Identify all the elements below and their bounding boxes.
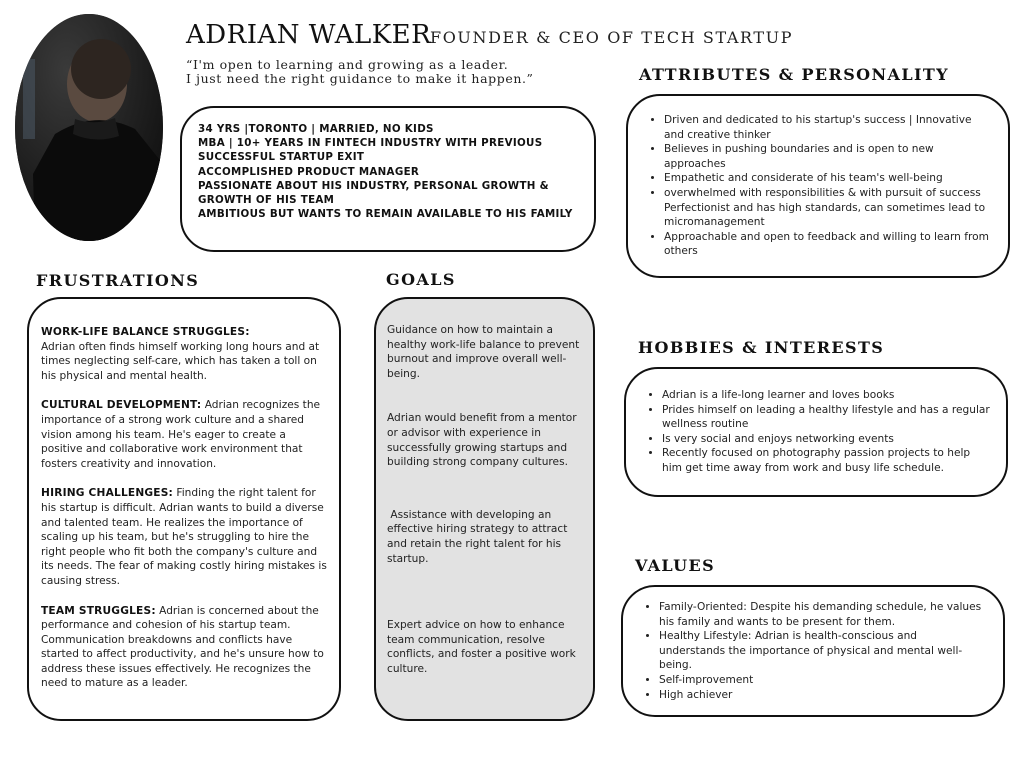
values-list xyxy=(641,600,985,702)
profile-line: GROWTH OF HIS TEAM xyxy=(198,194,335,207)
goal-item: Expert advice on how to enhance team communication, resolve conflicts, and foster a positive work culture. xyxy=(387,619,576,675)
persona-role: FOUNDER & CEO OF TECH STARTUP xyxy=(430,28,794,47)
person-silhouette-icon xyxy=(15,14,163,241)
list-item: • Prides himself on leading a healthy lifestyle and has a regular wellness routine xyxy=(662,403,990,432)
list-item: • Self-improvement xyxy=(659,673,985,688)
list-item: • Healthy Lifestyle: Adrian is health-conscious and understands the importance of physical and mental well-being. xyxy=(659,629,985,673)
persona-quote xyxy=(186,58,534,86)
quote-line: I just need the right guidance to make it happen.” xyxy=(186,71,534,86)
attributes-list xyxy=(646,113,990,259)
goal-item: Assistance with developing an effective hiring strategy to attract and retain the right talent for his startup. xyxy=(387,508,571,565)
frustration-heading: CULTURAL DEVELOPMENT: xyxy=(41,399,202,412)
profile-line: PASSIONATE ABOUT HIS INDUSTRY, PERSONAL GROWTH & xyxy=(198,179,549,192)
profile-line: MBA | 10+ YEARS IN FINTECH INDUSTRY WITH PREVIOUS xyxy=(198,137,543,150)
goals-title: GOALS xyxy=(386,270,456,289)
profile-line: ACCOMPLISHED PRODUCT MANAGER xyxy=(198,165,420,178)
frustrations-title: FRUSTRATIONS xyxy=(36,271,200,290)
frustration-text: Adrian often finds himself working long hours and at times neglecting self-care, which has taken a toll on his physical and mental health. xyxy=(41,340,320,382)
list-item: • Is very social and enjoys networking events xyxy=(662,432,990,447)
list-item: • Driven and dedicated to his startup's success | Innovative and creative thinker xyxy=(664,113,990,142)
frustration-text: Adrian recognizes the importance of a strong work culture and a shared vision among his team. He's eager to create a positive and collaborative work environment that fosters creativity and innovation. xyxy=(41,399,321,470)
frustration-text: Adrian is concerned about the performance and cohesion of his startup team. Communication breakdowns and conflicts have started to affect productivity, and he's unsure how to address these issues effectively. He recognizes the need to mature as a leader. xyxy=(41,604,324,690)
goal-item: Adrian would benefit from a mentor or advisor with experience in successfully growing startups and building strong company cultures. xyxy=(387,412,577,469)
frustration-item xyxy=(41,398,327,471)
frustration-heading: HIRING CHALLENGES: xyxy=(41,487,173,500)
profile-line: SUCCESSFUL STARTUP EXIT xyxy=(198,151,365,164)
goal-item: Guidance on how to maintain a healthy work-life balance to prevent burnout and improve overall well-being. xyxy=(387,324,580,380)
frustration-heading: WORK-LIFE BALANCE STRUGGLES: xyxy=(41,326,250,338)
list-item: • Approachable and open to feedback and willing to learn from others xyxy=(664,230,990,259)
hobbies-title: HOBBIES & INTERESTS xyxy=(638,338,885,357)
hobbies-box xyxy=(624,367,1008,497)
frustration-heading: TEAM STRUGGLES: xyxy=(41,604,156,617)
attributes-box xyxy=(626,94,1010,278)
profile-photo xyxy=(15,14,163,241)
list-item: • Recently focused on photography passion projects to help him get time away from work and busy life schedule. xyxy=(662,446,990,475)
list-item: • Family-Oriented: Despite his demanding schedule, he values his family and wants to be present for them. xyxy=(659,600,985,629)
list-item: • Adrian is a life-long learner and loves books xyxy=(662,388,990,403)
quote-line: “I'm open to learning and growing as a leader. xyxy=(186,57,509,72)
list-item: • overwhelmed with responsibilities & with pursuit of success Perfectionist and has high standards, can sometimes lead to micromanagement xyxy=(664,186,990,230)
frustration-item xyxy=(41,325,327,383)
values-title: VALUES xyxy=(635,556,716,575)
frustration-item xyxy=(41,604,327,692)
goals-box xyxy=(374,297,595,721)
frustration-item xyxy=(41,486,327,588)
profile-line: 34 YRS |TORONTO | MARRIED, NO KIDS xyxy=(198,123,434,135)
frustration-text: Finding the right talent for his startup is difficult. Adrian wants to build a diverse and talented team. He realizes the importance of scaling up his team, but he's struggling to hire the right people who fit both the company's culture and its needs. The fear of making costly hiring mistakes is causing stress. xyxy=(41,487,327,587)
profile-line: AMBITIOUS BUT WANTS TO REMAIN AVAILABLE TO HIS FAMILY xyxy=(198,208,573,221)
values-box xyxy=(621,585,1005,717)
attributes-title: ATTRIBUTES & PERSONALITY xyxy=(639,65,949,84)
hobbies-list xyxy=(644,388,990,476)
frustrations-box xyxy=(27,297,341,721)
list-item: • High achiever xyxy=(659,688,985,703)
list-item: • Empathetic and considerate of his team's well-being xyxy=(664,171,990,186)
persona-name: ADRIAN WALKER xyxy=(186,20,432,50)
list-item: • Believes in pushing boundaries and is open to new approaches xyxy=(664,142,990,171)
profile-summary-box xyxy=(180,106,596,252)
